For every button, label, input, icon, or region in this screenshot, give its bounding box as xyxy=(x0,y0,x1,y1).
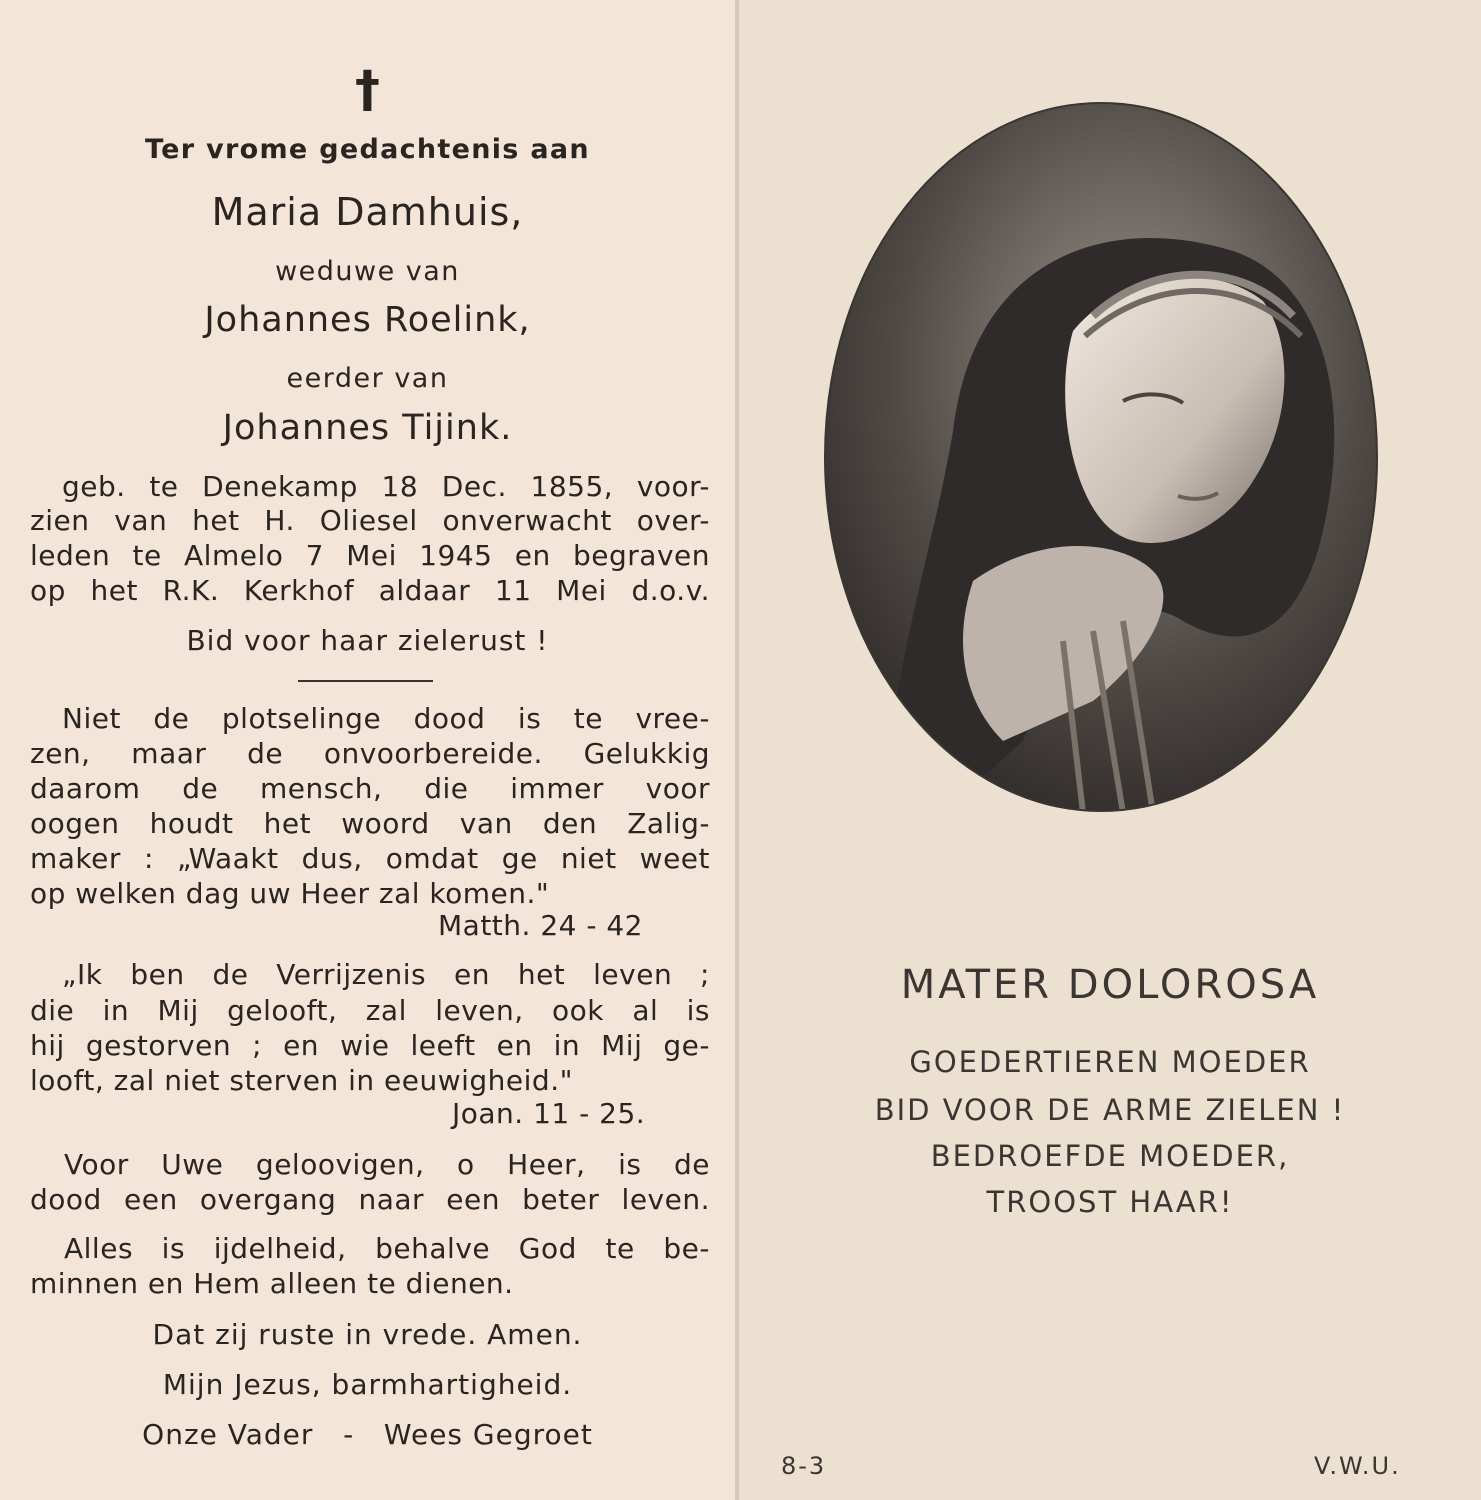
quote-line: Niet de plotselinge dood is te vree- xyxy=(62,702,710,735)
invocation-line: TROOST HAAR! xyxy=(986,1185,1234,1219)
invocation-line: GOEDERTIEREN MOEDER xyxy=(909,1045,1311,1079)
scripture-reference: Matth. 24 - 42 xyxy=(438,909,643,942)
first-husband-name: Johannes Roelink, xyxy=(204,300,531,340)
bio-line: leden te Almelo 7 Mei 1945 en begraven xyxy=(30,539,710,572)
bio-line: zien van het H. Oliesel onverwacht over- xyxy=(30,504,710,537)
closing-line: Dat zij ruste in vrede. Amen. xyxy=(152,1318,583,1351)
quote-line: daarom de mensch, die immer voor xyxy=(30,772,710,805)
prayer-line: Bid voor haar zielerust ! xyxy=(186,624,549,657)
scripture-reference: Joan. 11 - 25. xyxy=(452,1097,646,1130)
memorial-heading: Ter vrome gedachtenis aan xyxy=(145,134,590,165)
invocation-line: BID VOOR DE ARME ZIELEN ! xyxy=(874,1093,1346,1127)
quote-line: Voor Uwe geloovigen, o Heer, is de xyxy=(64,1148,710,1181)
closing-line: Mijn Jezus, barmhartigheid. xyxy=(162,1368,573,1401)
cross-symbol: † xyxy=(355,60,380,118)
mater-dolorosa-portrait xyxy=(823,101,1379,813)
earlier-of-label: eerder van xyxy=(286,363,449,394)
quote-line: op welken dag uw Heer zal komen." xyxy=(30,877,550,910)
print-code: 8-3 xyxy=(781,1452,827,1480)
deceased-name: Maria Damhuis, xyxy=(211,190,524,234)
invocation-line: BEDROEFDE MOEDER, xyxy=(930,1139,1290,1173)
quote-line: minnen en Hem alleen te dienen. xyxy=(30,1267,514,1300)
closing-prayers: Onze Vader - Wees Gegroet xyxy=(142,1418,593,1451)
divider-rule xyxy=(298,680,433,682)
card-title: MATER DOLOROSA xyxy=(900,962,1320,1008)
publisher-mark: V.W.U. xyxy=(1314,1452,1401,1480)
quote-line: „Ik ben de Verrijzenis en het leven ; xyxy=(62,958,710,991)
quote-line: dood een overgang naar een beter leven. xyxy=(30,1183,710,1216)
quote-line: die in Mij gelooft, zal leven, ook al is xyxy=(30,994,710,1027)
widow-of-label: weduwe van xyxy=(275,256,460,287)
quote-line: zen, maar de onvoorbereide. Gelukkig xyxy=(30,737,710,770)
quote-line: oogen houdt het woord van den Zalig- xyxy=(30,807,710,840)
quote-line: looft, zal niet sterven in eeuwigheid." xyxy=(30,1064,573,1097)
quote-line: maker : „Waakt dus, omdat ge niet weet xyxy=(30,842,710,875)
bio-line: geb. te Denekamp 18 Dec. 1855, voor- xyxy=(62,470,710,503)
quote-line: Alles is ijdelheid, behalve God te be- xyxy=(64,1232,710,1265)
second-husband-name: Johannes Tijink. xyxy=(222,408,513,448)
quote-line: hij gestorven ; en wie leeft en in Mij ge- xyxy=(30,1029,710,1062)
bio-line: op het R.K. Kerkhof aldaar 11 Mei d.o.v. xyxy=(30,574,710,607)
